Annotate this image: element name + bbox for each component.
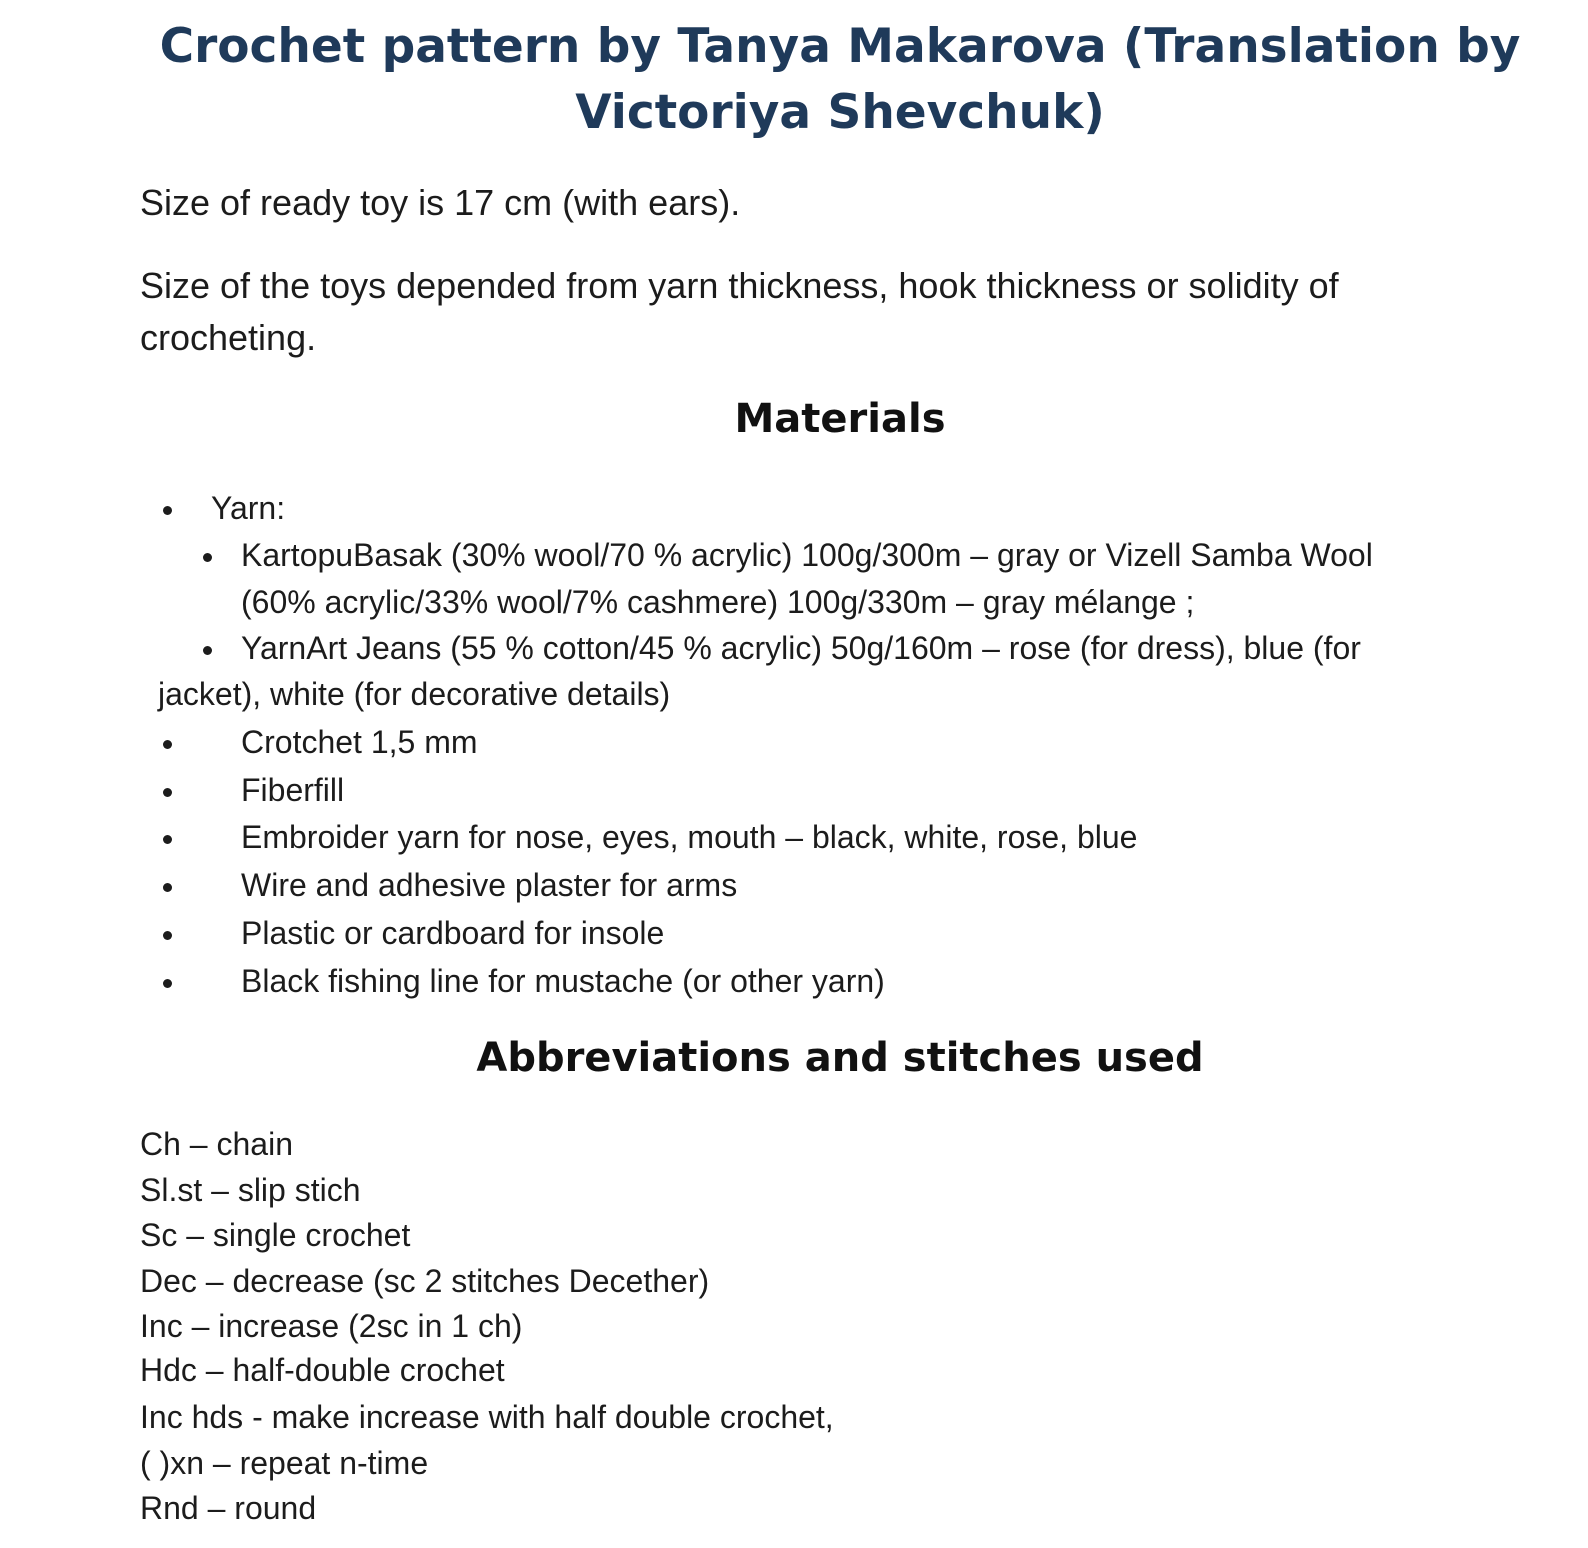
abbreviation-item: ( )xn – repeat n-time — [140, 1445, 429, 1481]
abbreviations-heading: Abbreviations and stitches used — [476, 1035, 1204, 1081]
yarn-option-2-line-2: jacket), white (for decorative details) — [158, 676, 671, 712]
bullet-icon — [163, 788, 172, 797]
bullet-icon — [163, 979, 172, 988]
abbreviation-item: Inc hds - make increase with half double crochet, — [140, 1399, 834, 1435]
bullet-icon — [163, 931, 172, 940]
toy-size-text: Size of ready toy is 17 cm (with ears). — [140, 182, 741, 223]
size-note-line-1: Size of the toys depended from yarn thickness, hook thickness or solidity of — [140, 265, 1339, 306]
yarn-option-1-line-2: (60% acrylic/33% wool/7% cashmere) 100g/330m – gray mélange ; — [241, 584, 1195, 620]
material-item-wire: Wire and adhesive plaster for arms — [241, 867, 738, 903]
abbreviation-item: Rnd – round — [140, 1490, 317, 1526]
abbreviation-item: Sl.st – slip stich — [140, 1172, 361, 1208]
yarn-label: Yarn: — [211, 490, 286, 526]
materials-heading: Materials — [734, 396, 946, 442]
abbreviation-item: Dec – decrease (sc 2 stitches Decether) — [140, 1263, 710, 1299]
abbreviation-item: Inc – increase (2sc in 1 ch) — [140, 1308, 523, 1344]
bullet-icon — [163, 506, 172, 515]
title-line-1: Crochet pattern by Tanya Makarova (Translation by — [159, 19, 1521, 74]
material-item-fiberfill: Fiberfill — [241, 772, 345, 808]
title-line-2: Victoriya Shevchuk) — [575, 85, 1105, 140]
material-item-embroider-yarn: Embroider yarn for nose, eyes, mouth – black, white, rose, blue — [241, 819, 1138, 855]
size-note-line-2: crocheting. — [140, 317, 317, 358]
bullet-icon — [163, 835, 172, 844]
bullet-icon — [203, 646, 212, 655]
abbreviation-item: Hdc – half-double crochet — [140, 1352, 505, 1388]
material-item-crochet-hook: Crotchet 1,5 mm — [241, 724, 478, 760]
yarn-option-2-line-1: YarnArt Jeans (55 % cotton/45 % acrylic) 50g/160m – rose (for dress), blue (for — [241, 630, 1361, 666]
material-item-insole: Plastic or cardboard for insole — [241, 915, 665, 951]
bullet-icon — [163, 740, 172, 749]
yarn-option-1-line-1: KartopuBasak (30% wool/70 % acrylic) 100g/300m – gray or Vizell Samba Wool — [241, 537, 1373, 573]
bullet-icon — [203, 553, 212, 562]
material-item-fishing-line: Black fishing line for mustache (or other yarn) — [241, 963, 885, 999]
bullet-icon — [163, 883, 172, 892]
abbreviation-item: Sc – single crochet — [140, 1217, 411, 1253]
page-title — [140, 14, 1540, 146]
abbreviation-item: Ch – chain — [140, 1126, 293, 1162]
